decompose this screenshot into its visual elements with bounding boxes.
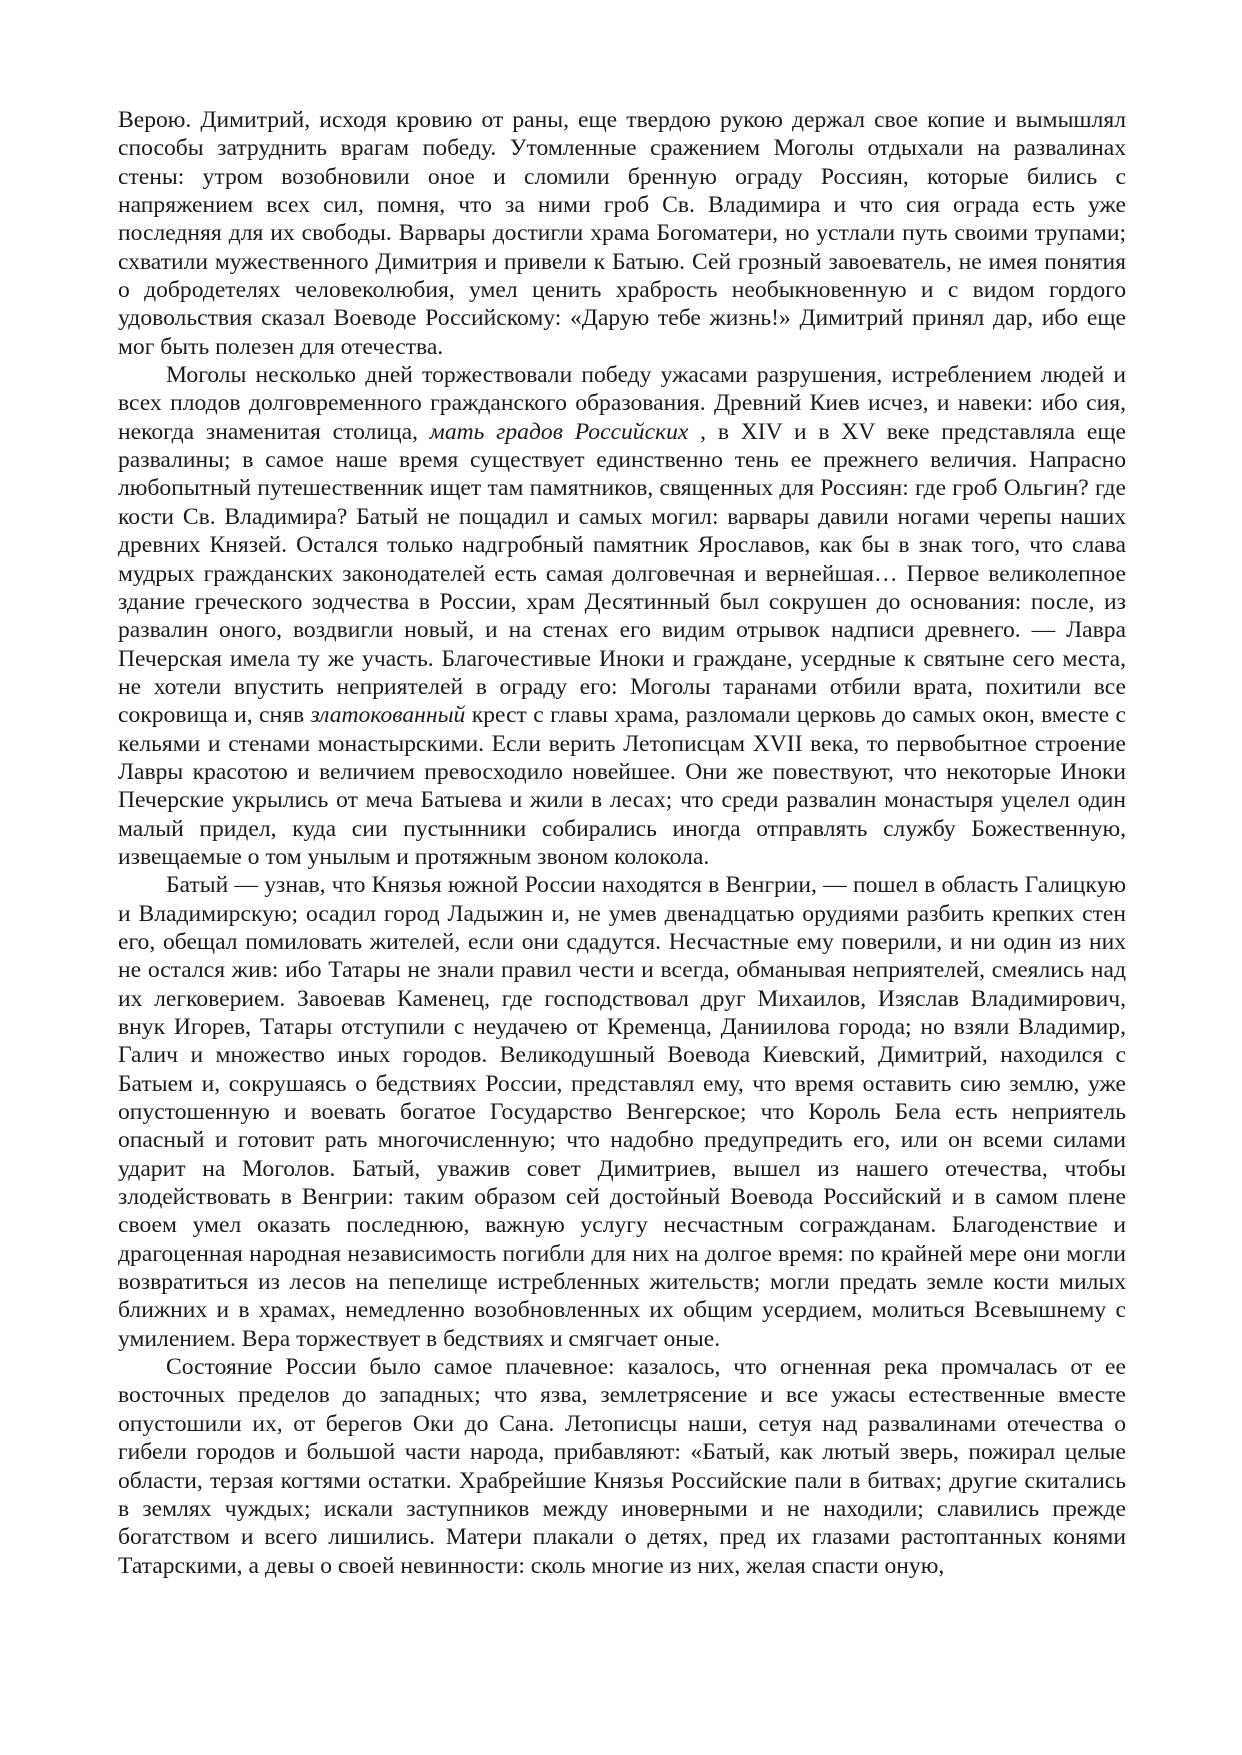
text-segment: крест с главы храма, разломали церковь до самых окон, вместе с кельями и стенами монастырскими. Если верить Летописцам XVII века, то первобытное строение Лавры красотою и величием превосходило новейшее. Они же повествуют, что некоторые Иноки Печерские укрылись от меча Батыева и жили в лесах; что среди развалин монастыря уцелел один малый придел, куда сии пустынники собирались иногда отправлять службу Божественную, извещаемые о том унылым и протяжным звоном колокола. [118,702,1127,870]
paragraph-2 [118,361,1126,871]
text-segment: Моголы несколько дней торжествовали победу ужасами разрушения, истреблением людей и всех плодов долговременного гражданского образования. Древний Киев исчез, и навеки: ибо сия, некогда знаменитая столица, [118,362,1126,445]
italic-word: златокованный [310,702,466,729]
text-segment: Состояние России было самое плачевное: казалось, что огненная река промчалась от ее восточных пределов до западных; что язва, землетрясение и все ужасы естественные вместе опустошили их, от берегов Оки до Сана. Летописцы наши, сетуя над развалинами отечества о гибели городов и большой части народа, прибавляют: «Батый, как лютый зверь, пожирал целые области, терзая когтями остатки. Храбрейшие Князья Российские пали в битвах; другие скитались в землях чуждых; искали заступников между иноверными и не находили; славились прежде богатством и всего лишились. Матери плакали о детях, пред их глазами растоптанных конями Татарскими, а девы о своей невинности: сколь многие из них, желая спасти оную, [118,1354,1126,1579]
text-segment: Верою. Димитрий, исходя кровию от раны, еще твердою рукою держал свое копие и вымышлял способы затруднить врагам победу. Утомленные сражением Моголы отдыхали на развалинах стены: утром возобновили оное и сломили бренную ограду Россиян, которые бились с напряжением всех сил, помня, что за ними гроб Св. Владимира и что сия ограда есть уже последняя для их свободы. Варвары достигли храма Богоматери, но устлали путь своими трупами; схватили мужественного Димитрия и привели к Батыю. Сей грозный завоеватель, не имея понятия о добродетелях человеколюбия, умел ценить храбрость необыкновенную и с видом гордого удовольствия сказал Воеводе Российскому: «Дарую тебе жизнь!» Димитрий принял дар, ибо еще мог быть полезен для отечества. [118,107,1126,360]
document-page [118,106,1126,1580]
paragraph-3 [118,871,1126,1353]
paragraph-4 [118,1353,1126,1580]
text-segment: Батый — узнав, что Князья южной России находятся в Венгрии, — пошел в область Галицкую и Владимирскую; осадил город Ладыжин и, не умев двенадцатью орудиями разбить крепких стен его, обещал помиловать жителей, если они сдадутся. Несчастные ему поверили, и ни один из них не остался жив: ибо Татары не знали правил чести и всегда, обманывая неприятелей, смеялись над их легковерием. Завоевав Каменец, где господствовал друг Михаилов, Изяслав Владимирович, внук Игорев, Татары отступили с неудачею от Кременца, Даниилова города; но взяли Владимир, Галич и множество иных городов. Великодушный Воевода Киевский, Димитрий, находился с Батыем и, сокрушаясь о бедствиях России, представлял ему, что время оставить сию землю, уже опустошенную и воевать богатое Государство Венгерское; что Король Бела есть неприятель опасный и готовит рать многочисленную; что надобно предупредить его, или он всеми силами ударит на Моголов. Батый, уважив совет Димитриев, вышел из нашего отечества, чтобы злодействовать в Венгрии: таким образом сей достойный Воевода Российский и в самом плене своем умел оказать последнюю, важную услугу несчастным согражданам. Благоденствие и драгоценная народная независимость погибли для них на долгое время: по крайней мере они могли возвратиться из лесов на пепелище истребленных жительств; могли предать земле кости милых ближних и в храмах, немедленно возобновленных их общим усердием, молиться Всевышнему с умилением. Вера торжествует в бедствиях и смягчает оные. [118,872,1126,1352]
paragraph-1 [118,106,1126,361]
text-segment: , в XIV и в XV веке представляла еще развалины; в самое наше время существует единственно тень ее прежнего величия. Напрасно любопытный путешественник ищет там памятников, священных для Россиян: где гроб Ольгин? где кости Св. Владимира? Батый не пощадил и самых могил: варвары давили ногами черепы наших древних Князей. Остался только надгробный памятник Ярославов, как бы в знак того, что слава мудрых гражданских законодателей есть самая долговечная и вернейшая… Первое великолепное здание греческого зодчества в России, храм Десятинный был сокрушен до основания: после, из развалин оного, воздвигли новый, и на стенах его видим отрывок надписи древнего. — Лавра Печерская имела ту же участь. Благочестивые Иноки и граждане, усердные к святыне сего места, не хотели впустить неприятелей в ограду его: Моголы таранами отбили врата, похитили все сокровища и, сняв [118,418,1126,729]
italic-phrase: мать градов Российских [429,418,689,445]
